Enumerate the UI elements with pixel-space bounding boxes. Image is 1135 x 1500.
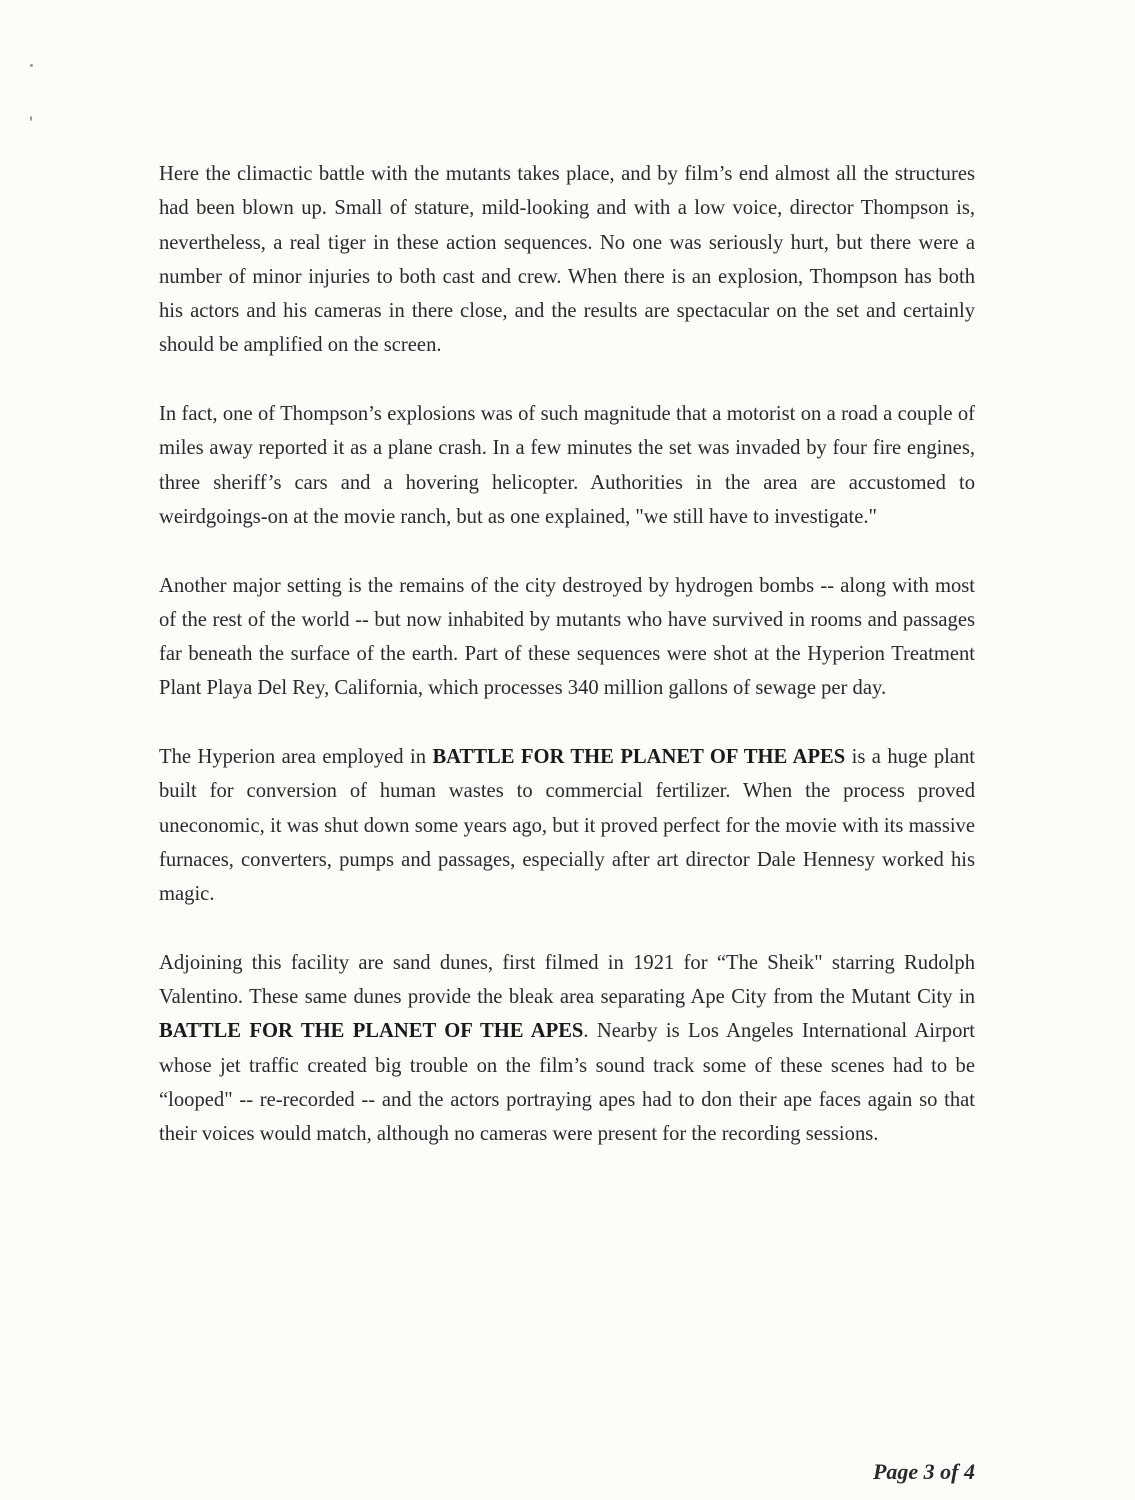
- paragraph-text: In fact, one of Thompson’s explosions was of such magnitude that a motorist on a road a couple of miles away reported it as a plane crash. In a few minutes the set was invaded by four fire engines, three sheriff’s cars and a hovering helicopter. Authorities in the area are accustomed to weirdgoings-on at the movie ranch, but as one explained, "we still have to investigate.": [159, 403, 975, 528]
- paragraph-text: . Nearby is Los Angeles International Airport whose jet traffic created big trouble on the film’s sound track some of these scenes had to be “looped" -- re-recorded -- and the actors portraying apes had to don their ape faces again so that their voices would match, although no cameras were present for the recording sessions.: [159, 1020, 975, 1146]
- paragraph-text: The Hyperion area employed in: [159, 746, 433, 769]
- paragraph-2: [159, 397, 975, 534]
- paragraph-text: Another major setting is the remains of the city destroyed by hydrogen bombs -- along with most of the rest of the world -- but now inhabited by mutants who have survived in rooms and passages far beneath the surface of the earth. Part of these sequences were shot at the Hyperion Treatment Plant Playa Del Rey, California, which processes 340 million gallons of sewage per day.: [159, 574, 975, 700]
- paragraph-text: Adjoining this facility are sand dunes, first filmed in 1921 for “The Sheik" starring Rudolph Valentino. These same dunes provide the bleak area separating Ape City from the Mutant City in: [159, 951, 975, 1009]
- paragraph-text: Here the climactic battle with the mutants takes place, and by film’s end almost all the structures had been blown up. Small of stature, mild-looking and with a low voice, director Thompson is, nevertheless, a real tiger in these action sequences. No one was seriously hurt, but there were a number of minor injuries to both cast and crew. When there is an explosion, Thompson has both his actors and his cameras in there close, and the results are spectacular on the set and certainly should be amplified on the screen.: [159, 163, 975, 357]
- paragraph-5: [159, 946, 975, 1152]
- paragraph-4: [159, 740, 975, 911]
- body-text: [159, 157, 975, 1152]
- paragraph-1: [159, 157, 975, 363]
- page-number: Page 3 of 4: [872, 1459, 975, 1484]
- speck-mark: [30, 116, 32, 121]
- film-title-bold: BATTLE FOR THE PLANET OF THE APES: [159, 1020, 584, 1043]
- paragraph-text: is a huge plant built for conversion of human wastes to commercial fertilizer. When the process proved uneconomic, it was shut down some years ago, but it proved perfect for the movie with its massive furnaces, converters, pumps and passages, especially after art director Dale Hennesy worked his magic.: [159, 746, 976, 906]
- film-title-bold: BATTLE FOR THE PLANET OF THE APES: [432, 746, 846, 769]
- speck-mark: [30, 64, 33, 67]
- paragraph-3: [159, 569, 975, 706]
